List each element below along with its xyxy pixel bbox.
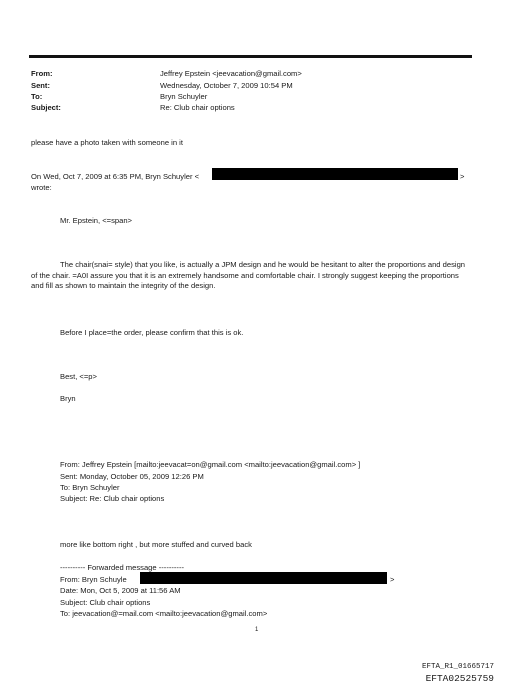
earlier-to: To: Bryn Schuyler xyxy=(60,483,120,492)
quoted-paragraph-1: The chair(snai= style) that you like, is actually a JPM design and he would be hesitant to alter the proportions and design of the chair. =A0I assure you that it is an extremely handsome and comfortable chair. I strongly suggest keeping the proportions and fill as shown to maintain the integrity of the design. xyxy=(31,260,466,290)
sent-label: Sent: xyxy=(31,81,50,90)
forwarded-subject: Subject: Club chair options xyxy=(60,598,151,607)
to-label: To: xyxy=(31,92,43,101)
earlier-sent: Sent: Monday, October 05, 2009 12:26 PM xyxy=(60,472,204,481)
forwarded-to: To: jeevacation@=mail.com <mailto:jeevacation@gmail.com> xyxy=(60,609,268,618)
to-value: Bryn Schuyler xyxy=(160,92,208,101)
forwarded-divider: ---------- Forwarded message ---------- xyxy=(60,563,185,572)
subject-label: Subject: xyxy=(31,103,61,112)
footer-id-2: EFTA02525759 xyxy=(425,673,494,684)
quoted-signature: Bryn xyxy=(60,394,76,403)
redaction-bar-2 xyxy=(140,572,387,584)
quoted-intro-end: > xyxy=(460,172,465,181)
footer-id-1: EFTA_R1_01665717 xyxy=(421,663,494,671)
quoted-paragraph-2: Before I place=the order, please confirm that this is ok. xyxy=(60,328,244,337)
forwarded-from: From: Bryn Schuyle xyxy=(60,575,127,584)
header-rule xyxy=(29,55,472,58)
page-number: 1 xyxy=(255,627,259,633)
quoted-salutation: Mr. Epstein, <=span> xyxy=(60,216,132,225)
earlier-subject: Subject: Re: Club chair options xyxy=(60,494,165,503)
quoted-intro: On Wed, Oct 7, 2009 at 6:35 PM, Bryn Schuyler < xyxy=(31,172,200,181)
earlier-body: more like bottom right , but more stuffed and curved back xyxy=(60,540,252,549)
sent-value: Wednesday, October 7, 2009 10:54 PM xyxy=(160,81,293,90)
from-label: From: xyxy=(31,69,53,78)
redaction-bar xyxy=(212,168,458,180)
quoted-closing: Best, <=p> xyxy=(60,372,97,381)
subject-value: Re: Club chair options xyxy=(160,103,235,112)
forwarded-date: Date: Mon, Oct 5, 2009 at 11:56 AM xyxy=(60,586,181,595)
reply-text: please have a photo taken with someone in it xyxy=(31,138,183,147)
quoted-wrote: wrote: xyxy=(31,183,52,192)
from-value: Jeffrey Epstein <jeevacation@gmail.com> xyxy=(160,69,302,78)
forwarded-from-end: > xyxy=(390,575,395,584)
earlier-from: From: Jeffrey Epstein [mailto:jeevacat=on@gmail.com <mailto:jeevacation@gmail.com> ] xyxy=(60,460,361,469)
